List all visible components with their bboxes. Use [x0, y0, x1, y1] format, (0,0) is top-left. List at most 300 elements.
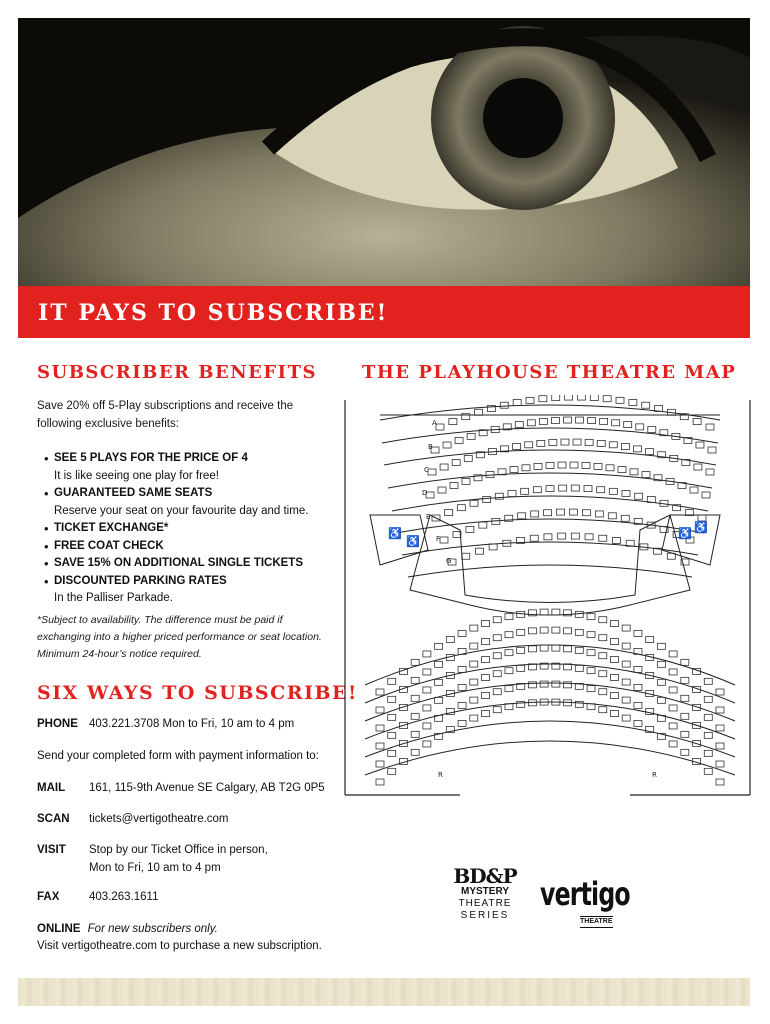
seat — [537, 440, 545, 446]
seat — [513, 444, 521, 450]
seat — [455, 437, 463, 443]
seat — [599, 671, 607, 677]
seat — [694, 464, 702, 470]
seat — [435, 661, 443, 667]
phone-value: 403.221.3708 Mon to Fri, 10 am to 4 pm — [89, 718, 295, 730]
row-letter: F — [436, 535, 441, 543]
send-text: Send your completed form with payment information to: — [37, 750, 319, 762]
benefit-title: • FREE COAT CHECK — [54, 539, 164, 552]
seat — [443, 442, 451, 448]
seat — [388, 714, 396, 720]
seat — [571, 533, 579, 539]
seat — [544, 534, 552, 540]
seat — [622, 679, 630, 685]
benefits-intro-line1: Save 20% off 5-Play subscriptions and receive the — [37, 400, 294, 412]
seat — [493, 617, 501, 623]
seat — [704, 768, 712, 774]
seat — [458, 666, 466, 672]
seat — [573, 439, 581, 445]
seat — [603, 396, 611, 402]
theatre-seating-map — [340, 395, 760, 805]
seat — [482, 657, 490, 663]
seat — [466, 526, 474, 532]
seat — [594, 463, 602, 469]
seat — [450, 482, 458, 488]
seat — [483, 496, 491, 502]
seat — [630, 469, 638, 475]
seat — [582, 510, 590, 516]
visit-line: Mon to Fri, 10 am to 4 pm — [89, 861, 221, 874]
seat — [599, 617, 607, 623]
seat — [610, 693, 618, 699]
online-value: For new subscribers only. — [87, 923, 218, 935]
seat — [634, 666, 642, 672]
seat — [716, 725, 724, 731]
seat — [585, 440, 593, 446]
seat — [470, 625, 478, 631]
seat — [411, 731, 419, 737]
seat — [634, 684, 642, 690]
seat — [423, 687, 431, 693]
seat — [495, 493, 503, 499]
seat — [622, 697, 630, 703]
seat — [525, 442, 533, 448]
seat — [470, 715, 478, 721]
seat — [669, 651, 677, 657]
seat — [493, 689, 501, 695]
seat — [411, 695, 419, 701]
seat — [513, 400, 521, 406]
eye-illustration — [18, 18, 750, 286]
seat — [475, 548, 483, 554]
seat — [482, 693, 490, 699]
seat — [528, 628, 536, 634]
seat — [599, 635, 607, 641]
seat — [612, 537, 620, 543]
seat — [642, 402, 650, 408]
seat — [557, 509, 565, 515]
benefit-title: • SAVE 15% ON ADDITIONAL SINGLE TICKETS — [54, 557, 303, 569]
seat — [585, 534, 593, 540]
seat — [633, 446, 641, 452]
seat — [428, 469, 436, 475]
benefit-item — [44, 573, 344, 608]
seat — [540, 645, 548, 651]
seat — [669, 741, 677, 747]
seat — [609, 442, 617, 448]
seat — [636, 424, 644, 430]
seat — [551, 418, 559, 424]
seat — [517, 629, 525, 635]
benefit-item — [44, 450, 344, 485]
seat — [411, 749, 419, 755]
seat — [449, 419, 457, 425]
row-letter: A — [432, 419, 437, 427]
seat — [376, 743, 384, 749]
seat — [505, 686, 513, 692]
seat — [706, 424, 714, 430]
seat — [599, 689, 607, 695]
seat — [528, 646, 536, 652]
visit-line: Stop by our Ticket Office in person, — [89, 844, 268, 856]
seat — [716, 761, 724, 767]
seat — [657, 661, 665, 667]
seat — [539, 418, 547, 424]
seat — [376, 689, 384, 695]
six-ways-heading: SIX WAYS TO SUBSCRIBE! — [37, 682, 358, 704]
seat — [587, 686, 595, 692]
seat — [440, 537, 448, 543]
seat — [618, 467, 626, 473]
seat — [564, 646, 572, 652]
seat — [518, 513, 526, 519]
seat — [681, 749, 689, 755]
seat — [584, 486, 592, 492]
seat — [704, 678, 712, 684]
seat — [510, 467, 518, 473]
wheelchair-icon: ♿ — [694, 522, 708, 534]
seat — [479, 522, 487, 528]
seat — [588, 418, 596, 424]
seat — [621, 515, 629, 521]
seat — [669, 687, 677, 693]
seat — [515, 422, 523, 428]
seat — [493, 707, 501, 713]
seat — [440, 464, 448, 470]
seat — [552, 395, 560, 401]
seat — [577, 395, 585, 400]
seat — [704, 750, 712, 756]
seat — [597, 487, 605, 493]
seat — [558, 462, 566, 468]
seat — [622, 491, 630, 497]
scan-label: SCAN — [37, 813, 70, 825]
seat — [716, 689, 724, 695]
seat — [376, 707, 384, 713]
seat — [597, 440, 605, 446]
row-letter: R — [652, 771, 657, 779]
seat — [470, 661, 478, 667]
seat — [526, 397, 534, 403]
title-banner — [18, 286, 750, 338]
seat — [470, 679, 478, 685]
online-line2[interactable]: Visit vertigotheatre.com to purchase a new subscription. — [37, 940, 322, 952]
seat — [610, 657, 618, 663]
seat — [669, 723, 677, 729]
seat — [600, 418, 608, 424]
seat — [533, 487, 541, 493]
seat — [610, 621, 618, 627]
note-line: exchanging into a higher priced performance or seat location. — [37, 631, 322, 643]
seat — [565, 395, 573, 400]
seat — [582, 463, 590, 469]
benefit-item — [44, 555, 344, 573]
benefits-list — [44, 450, 344, 608]
seat — [648, 427, 656, 433]
seat — [716, 743, 724, 749]
seat — [540, 681, 548, 687]
seat — [435, 643, 443, 649]
seat — [423, 741, 431, 747]
benefit-desc: In the Palliser Parkade. — [54, 592, 173, 604]
seat — [423, 705, 431, 711]
benefit-desc: Reserve your seat on your favourite day and time. — [54, 504, 309, 517]
seat — [500, 402, 508, 408]
seat — [435, 697, 443, 703]
seat — [657, 643, 665, 649]
row-letter: C — [424, 466, 429, 474]
seat — [681, 677, 689, 683]
seat — [646, 449, 654, 455]
seat — [669, 705, 677, 711]
seat — [559, 485, 567, 491]
mail-label: MAIL — [37, 782, 66, 794]
vertigo-theatre-logo — [540, 875, 650, 926]
seat — [482, 621, 490, 627]
seat — [546, 486, 554, 492]
seat — [595, 511, 603, 517]
seat — [616, 397, 624, 403]
row-letter: R — [438, 771, 443, 779]
seat — [446, 636, 454, 642]
vertigo-sub: THEATRE — [580, 916, 613, 928]
seat — [587, 668, 595, 674]
hero-eye-image — [18, 18, 750, 286]
seat — [467, 433, 475, 439]
vertigo-word: vertigo — [540, 875, 630, 913]
seat — [549, 440, 557, 446]
seat — [622, 643, 630, 649]
seat — [423, 669, 431, 675]
seat — [629, 400, 637, 406]
benefit-item — [44, 538, 344, 556]
seat — [704, 714, 712, 720]
seat — [505, 632, 513, 638]
seat — [599, 707, 607, 713]
seating-map-svg — [340, 395, 760, 805]
seat — [575, 647, 583, 653]
fax-value: 403.263.1611 — [89, 891, 159, 903]
seat — [540, 627, 548, 633]
seat — [587, 632, 595, 638]
seat — [458, 630, 466, 636]
seat — [482, 675, 490, 681]
seat — [599, 535, 607, 541]
seat — [681, 731, 689, 737]
bdp-mystery-theatre-logo — [450, 866, 520, 932]
fax-label: FAX — [37, 891, 60, 903]
seat — [438, 487, 446, 493]
seat — [571, 485, 579, 491]
seat — [521, 488, 529, 494]
seat — [376, 725, 384, 731]
seat — [445, 510, 453, 516]
seat — [493, 653, 501, 659]
seat — [575, 629, 583, 635]
seat — [436, 424, 444, 430]
seat — [464, 455, 472, 461]
online-instructions — [37, 938, 367, 956]
seat — [539, 396, 547, 402]
seat — [657, 697, 665, 703]
seat — [508, 491, 516, 497]
seat — [642, 472, 650, 478]
seat — [610, 675, 618, 681]
seat — [493, 671, 501, 677]
seat — [534, 463, 542, 469]
seat — [599, 653, 607, 659]
seat — [606, 465, 614, 471]
seat — [462, 478, 470, 484]
scan-email-link[interactable]: tickets@vertigotheatre.com — [89, 813, 229, 825]
benefits-intro-line2: following exclusive benefits: — [37, 417, 179, 430]
seat — [517, 647, 525, 653]
seat — [522, 465, 530, 471]
seat — [634, 720, 642, 726]
seat — [569, 509, 577, 515]
bdp-mystery: MYSTERY — [461, 886, 509, 897]
seat — [540, 609, 548, 615]
seat — [622, 661, 630, 667]
wheelchair-icon: ♿ — [406, 536, 420, 548]
seat — [470, 697, 478, 703]
seat — [552, 627, 560, 633]
seat — [716, 707, 724, 713]
banner-title: IT PAYS TO SUBSCRIBE! — [38, 300, 389, 326]
seat — [693, 419, 701, 425]
seat — [609, 488, 617, 494]
visit-label: VISIT — [37, 844, 66, 856]
row-letter: E — [426, 513, 431, 521]
seat — [570, 462, 578, 468]
bdp-text: BD&P — [453, 864, 517, 888]
seat — [531, 511, 539, 517]
seat — [546, 463, 554, 469]
seat — [388, 678, 396, 684]
seat — [475, 409, 483, 415]
seat — [622, 625, 630, 631]
seat — [376, 761, 384, 767]
seat — [388, 732, 396, 738]
seat — [505, 650, 513, 656]
seat — [587, 650, 595, 656]
seat — [462, 553, 470, 559]
seat — [458, 720, 466, 726]
row-letter: D — [422, 489, 428, 497]
seat — [552, 645, 560, 651]
seat — [561, 439, 569, 445]
note-line: *Subject to availability. The difference must be paid if — [37, 614, 283, 626]
seat — [634, 702, 642, 708]
seat — [690, 487, 698, 493]
seat — [681, 695, 689, 701]
seat — [470, 643, 478, 649]
seat — [563, 417, 571, 423]
bdp-theatre: THEATRE — [458, 898, 512, 909]
bdp-series: SERIES — [460, 910, 510, 921]
benefit-title: • SEE 5 PLAYS FOR THE PRICE OF 4 — [54, 452, 248, 464]
seat — [716, 779, 724, 785]
seat — [423, 723, 431, 729]
benefit-title: • DISCOUNTED PARKING RATES — [54, 574, 227, 587]
seat — [704, 732, 712, 738]
online-label: ONLINE — [37, 923, 81, 935]
seat — [544, 510, 552, 516]
seat — [452, 459, 460, 465]
seat — [704, 696, 712, 702]
seat — [482, 711, 490, 717]
note-line: Minimum 24-hour’s notice required. — [37, 648, 202, 660]
seat — [610, 711, 618, 717]
seat — [590, 395, 598, 401]
seat — [530, 535, 538, 541]
benefits-intro — [37, 398, 293, 433]
seat — [610, 639, 618, 645]
benefit-title: • GUARANTEED SAME SEATS — [54, 487, 213, 499]
seat — [411, 713, 419, 719]
seat — [411, 659, 419, 665]
seat — [681, 713, 689, 719]
seat — [558, 533, 566, 539]
seat — [634, 630, 642, 636]
seat — [489, 544, 497, 550]
seat — [493, 635, 501, 641]
seat — [517, 665, 525, 671]
subscriber-benefits-heading: SUBSCRIBER BENEFITS — [37, 362, 317, 383]
seat — [527, 420, 535, 426]
seat — [622, 715, 630, 721]
seat — [635, 493, 643, 499]
seat — [702, 492, 710, 498]
theatre-map-heading: THE PLAYHOUSE THEATRE MAP — [362, 362, 737, 383]
seat — [505, 668, 513, 674]
seat — [388, 768, 396, 774]
seat — [696, 442, 704, 448]
seat — [608, 513, 616, 519]
seat — [624, 422, 632, 428]
benefit-item — [44, 485, 344, 520]
exchange-footnote — [37, 612, 347, 663]
seat — [669, 669, 677, 675]
seat — [552, 681, 560, 687]
seat — [505, 614, 513, 620]
seat — [587, 614, 595, 620]
seat — [435, 679, 443, 685]
row-letter: B — [428, 443, 433, 451]
mail-address: 161, 115-9th Avenue SE Calgary, AB T2G 0P5 — [89, 782, 325, 794]
wheelchair-icon: ♿ — [678, 528, 692, 540]
benefit-desc: It is like seeing one play for free! — [54, 469, 219, 482]
seat — [621, 444, 629, 450]
seat — [564, 628, 572, 634]
seat — [388, 696, 396, 702]
online-row — [37, 921, 357, 939]
seat — [612, 420, 620, 426]
seat — [575, 665, 583, 671]
seat — [708, 447, 716, 453]
visit-value — [89, 842, 349, 877]
seat — [458, 684, 466, 690]
seat — [470, 500, 478, 506]
seat — [411, 677, 419, 683]
seat — [706, 469, 714, 475]
seat — [576, 417, 584, 423]
seat — [458, 702, 466, 708]
seat — [457, 505, 465, 511]
seat — [698, 515, 706, 521]
phone-label: PHONE — [37, 718, 78, 730]
seat — [482, 639, 490, 645]
